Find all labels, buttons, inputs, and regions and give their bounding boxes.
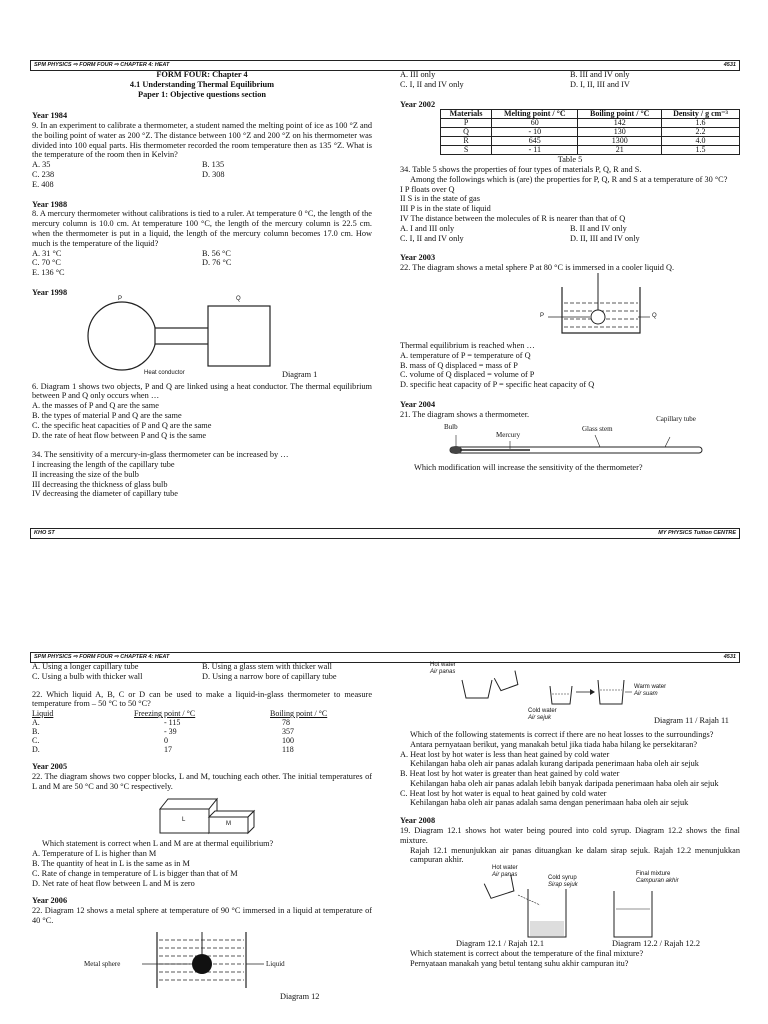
option-ms: Kehilangan haba oleh air panas adalah lebih banyak daripada penerimaan haba oleh air sejuk bbox=[410, 778, 719, 788]
table-header: Freezing point / °C bbox=[134, 709, 196, 719]
table-header: Density / g cm⁻³ bbox=[662, 110, 740, 119]
year-heading: Year 2002 bbox=[400, 99, 436, 109]
label-bulb: Bulb bbox=[444, 423, 458, 432]
table-cell: 1.5 bbox=[662, 146, 740, 155]
question-22a-text: Thermal equilibrium is reached when … bbox=[400, 340, 535, 350]
thermometer-diagram bbox=[400, 415, 740, 463]
label-p: P bbox=[118, 295, 123, 302]
option: C. 70 °C bbox=[32, 258, 61, 268]
options-q21 bbox=[32, 662, 372, 672]
table-header: Melting point / °C bbox=[492, 110, 578, 119]
statement: IV decreasing the diameter of capillary tube bbox=[32, 489, 178, 499]
label-hot-water: Hot water bbox=[492, 865, 518, 872]
question-8: 8. A mercury thermometer without calibrations is tied to a ruler. At temperature 0 °C, the length of the mercury column is 10.0 cm. At temperature 100 °C, the length of the mercury column is 22.5 cm. when the thermometer is put in a liquid, the length of the mercury column becomes 17.0 cm. How much is the temperature of the liquid? bbox=[32, 209, 372, 248]
options-q21 bbox=[32, 672, 372, 682]
option: A. Temperature of L is higher than M bbox=[32, 849, 157, 859]
diagram-1-figure bbox=[32, 295, 372, 378]
option: E. 136 °C bbox=[32, 268, 65, 278]
question-d11-ms: Antara pernyataan berikut, yang manakah betul jika tiada haba hilang ke persekitaran? bbox=[410, 739, 698, 749]
question-22c-text: Which statement is correct when L and M are at thermal equilibrium? bbox=[42, 839, 274, 849]
page-2 bbox=[30, 652, 740, 1024]
option: A. I and III only bbox=[400, 223, 455, 233]
option-ms: Kehilangan haba oleh air panas adalah sama dengan penerimaan haba oleh air sejuk bbox=[410, 798, 689, 808]
question-34a: 34. The sensitivity of a mercury-in-glass thermometer can be increased by … bbox=[32, 450, 289, 460]
label-heat-conductor: Heat conductor bbox=[144, 369, 185, 376]
option: C. volume of Q displaced = volume of P bbox=[400, 370, 535, 380]
table-header: Materials bbox=[441, 110, 492, 119]
copper-blocks-diagram bbox=[32, 791, 372, 839]
paper-title: Paper 1: Objective questions section bbox=[138, 89, 266, 99]
table-cell: 17 bbox=[164, 745, 172, 755]
diagram-1 bbox=[32, 295, 372, 379]
table-cell: 78 bbox=[282, 718, 290, 728]
option: D. 308 bbox=[202, 170, 225, 180]
option: B. Using a glass stem with thicker wall bbox=[202, 662, 332, 671]
copper-blocks-figure bbox=[32, 791, 372, 839]
table-header-row bbox=[441, 110, 740, 119]
table-caption: Table 5 bbox=[557, 155, 583, 165]
table-cell: - 39 bbox=[164, 727, 177, 737]
option: B. mass of Q displaced = mass of P bbox=[400, 360, 518, 370]
option: D. specific heat capacity of P = specific heat capacity of Q bbox=[400, 380, 595, 390]
question-21-text: Which modification will increase the sensitivity of the thermometer? bbox=[414, 463, 643, 473]
label-mercury: Mercury bbox=[496, 431, 521, 440]
table-cell: C. bbox=[32, 736, 40, 746]
year-heading: Year 2003 bbox=[400, 253, 436, 263]
statement: III decreasing the thickness of glass bulb bbox=[32, 479, 168, 489]
statement: II increasing the size of the bulb bbox=[32, 469, 139, 479]
table-cell: 4.0 bbox=[662, 137, 740, 146]
option: D. Net rate of heat flow between L and M is zero bbox=[32, 878, 195, 888]
options-q8 bbox=[32, 258, 372, 268]
header-right: 4531 bbox=[723, 654, 736, 660]
left-column bbox=[32, 662, 372, 1001]
option: B. the types of material P and Q are the same bbox=[32, 410, 182, 420]
statement: IV The distance between the molecules of R is nearer than that of Q bbox=[400, 214, 626, 224]
option: C. Using a bulb with thicker wall bbox=[32, 671, 143, 681]
diagram-caption: Diagram 1 bbox=[282, 369, 318, 379]
options-q9 bbox=[32, 170, 372, 180]
question-21: 21. The diagram shows a thermometer. bbox=[400, 409, 530, 419]
footer-left: KHO ST bbox=[34, 530, 55, 536]
label-cold-water-ms: Air sejuk bbox=[528, 715, 552, 721]
label-m: M bbox=[226, 821, 231, 828]
table-row bbox=[32, 718, 372, 727]
table-cell: 21 bbox=[578, 146, 662, 155]
table-cell: - 10 bbox=[492, 128, 578, 137]
option: B. Heat lost by hot water is greater than heat gained by cold water bbox=[400, 769, 620, 779]
options-q34a bbox=[400, 70, 740, 80]
option: C. the specific heat capacities of P and Q are the same bbox=[32, 420, 212, 430]
year-heading: Year 2008 bbox=[400, 816, 436, 826]
table-header: Boiling point / °C bbox=[270, 709, 328, 719]
option: A. 35 bbox=[32, 160, 51, 170]
table-cell: Q bbox=[441, 128, 492, 137]
option: D. II, III and IV only bbox=[570, 233, 640, 243]
table-cell: 2.2 bbox=[662, 128, 740, 137]
label-hot-water: Hot water bbox=[430, 662, 456, 668]
option-ms: Kehilangan haba oleh air panas adalah kurang daripada penerimaan haba oleh air sejuk bbox=[410, 759, 699, 769]
option: B. The quantity of heat in L is the same as in M bbox=[32, 859, 190, 869]
diagram-caption: Diagram 11 / Rajah 11 bbox=[654, 716, 729, 725]
question-19: 19. Diagram 12.1 shows hot water being poured into cold syrup. Diagram 12.2 shows the final mixture. bbox=[400, 826, 740, 845]
label-hot-water-ms: Air panas bbox=[492, 872, 518, 879]
table-cell: A. bbox=[32, 718, 40, 728]
option: B. 135 bbox=[202, 160, 225, 170]
table-row bbox=[32, 736, 372, 745]
table-cell: P bbox=[441, 119, 492, 128]
label-warm-water: Warm water bbox=[634, 684, 667, 690]
label-l: L bbox=[182, 817, 186, 824]
table-cell: 60 bbox=[492, 119, 578, 128]
table-row bbox=[441, 119, 740, 128]
table-row bbox=[32, 727, 372, 736]
metal-sphere-figure bbox=[32, 926, 372, 990]
table-cell: 0 bbox=[164, 736, 168, 746]
table-cell: 130 bbox=[578, 128, 662, 137]
option: A. III only bbox=[400, 70, 436, 79]
question-22b: 22. Which liquid A, B, C or D can be used to make a liquid-in-glass thermometer to measure temperature from – 50 °C to 50 °C? bbox=[32, 689, 372, 709]
table-row bbox=[441, 137, 740, 146]
statement: II S is in the state of gas bbox=[400, 194, 480, 204]
right-column bbox=[400, 662, 740, 969]
header-right: 4531 bbox=[723, 62, 736, 68]
label-liquid: Liquid bbox=[266, 959, 285, 968]
option: D. 76 °C bbox=[202, 258, 232, 268]
statement: I increasing the length of the capillary tube bbox=[32, 460, 175, 470]
options-q34b bbox=[400, 234, 740, 244]
liquid-table bbox=[32, 709, 372, 754]
table-header-row bbox=[32, 709, 372, 718]
table-cell: 357 bbox=[282, 727, 294, 737]
label-hot-water-ms: Air panas bbox=[430, 669, 456, 675]
left-column bbox=[32, 70, 372, 499]
label-p: P bbox=[540, 312, 545, 319]
right-column bbox=[400, 70, 740, 473]
table-cell: S bbox=[441, 146, 492, 155]
table-cell: 645 bbox=[492, 137, 578, 146]
label-final-mixture-ms: Campuran akhir bbox=[636, 878, 679, 885]
diagram-caption: Diagram 12.2 / Rajah 12.2 bbox=[611, 939, 700, 949]
table-cell: D. bbox=[32, 745, 40, 755]
materials-table bbox=[440, 109, 740, 155]
option: B. 56 °C bbox=[202, 248, 231, 258]
statement: III P is in the state of liquid bbox=[400, 204, 491, 214]
question-19b: Which statement is correct about the temperature of the final mixture? bbox=[410, 948, 644, 958]
option: A. Heat lost by hot water is less than heat gained by cold water bbox=[400, 749, 610, 759]
table-cell: B. bbox=[32, 727, 40, 737]
page-title: FORM FOUR: Chapter 4 bbox=[156, 70, 248, 79]
table-cell: 118 bbox=[282, 745, 294, 755]
table-cell: 142 bbox=[578, 119, 662, 128]
options-q34a bbox=[400, 80, 740, 90]
options-q9 bbox=[32, 160, 372, 170]
label-metal-sphere: Metal sphere bbox=[84, 959, 121, 968]
question-22a: 22. The diagram shows a metal sphere P at 80 °C is immersed in a cooler liquid Q. bbox=[400, 263, 675, 273]
option: D. Using a narrow bore of capillary tube bbox=[202, 671, 337, 681]
option: D. the rate of heat flow between P and Q is the same bbox=[32, 430, 207, 440]
page-footer bbox=[30, 528, 740, 539]
question-d11: Which of the following statements is correct if there are no heat losses to the surroundings? bbox=[410, 730, 714, 739]
question-6: 6. Diagram 1 shows two objects, P and Q are linked using a heat conductor. The thermal equilibrium between P and Q only occurs when … bbox=[32, 381, 372, 401]
diagram-11 bbox=[400, 662, 740, 726]
question-34b: 34. Table 5 shows the properties of four types of materials P, Q, R and S. bbox=[400, 165, 642, 175]
option: B. II and IV only bbox=[570, 223, 627, 233]
diagram-caption: Diagram 12 bbox=[280, 991, 320, 1001]
table-row bbox=[441, 146, 740, 155]
page-1 bbox=[30, 60, 740, 540]
option: A. the masses of P and Q are the same bbox=[32, 401, 159, 411]
table-cell: 1.6 bbox=[662, 119, 740, 128]
label-q: Q bbox=[652, 312, 657, 319]
table-header: Boiling point / °C bbox=[578, 110, 662, 119]
table-cell: 100 bbox=[282, 736, 294, 746]
table-cell: R bbox=[441, 137, 492, 146]
question-22d: 22. Diagram 12 shows a metal sphere at temperature of 90 °C immersed in a liquid at temperature of 40 °C. bbox=[32, 906, 372, 925]
option: C. 238 bbox=[32, 170, 55, 180]
diagram-12 bbox=[32, 926, 372, 990]
footer-right: MY PHYSICS Tuition CENTRE bbox=[658, 530, 736, 536]
question-34b-text: Among the followings which is (are) the properties for P, Q, R and S at a temperature of 30 °C? bbox=[410, 174, 728, 184]
option: E. 408 bbox=[32, 179, 54, 189]
header-left: SPM PHYSICS ⇨ FORM FOUR ⇨ CHAPTER 4: HEAT bbox=[34, 654, 170, 660]
option: B. III and IV only bbox=[570, 70, 630, 79]
option: C. I, II and IV only bbox=[400, 79, 464, 89]
table-row bbox=[441, 128, 740, 137]
statement: I P floats over Q bbox=[400, 184, 455, 194]
table-cell: - 11 bbox=[492, 146, 578, 155]
question-19-ms: Rajah 12.1 menunjukkan air panas dituangkan ke dalam sirap sejuk. Rajah 12.2 menunjukkan campuran akhir. bbox=[410, 845, 740, 865]
table-cell: - 115 bbox=[164, 718, 181, 728]
diagram-captions bbox=[400, 939, 740, 949]
header-left: SPM PHYSICS ⇨ FORM FOUR ⇨ CHAPTER 4: HEAT bbox=[34, 62, 170, 68]
diagram-12-1-12-2 bbox=[400, 865, 740, 939]
label-cold-syrup: Cold syrup bbox=[548, 875, 577, 882]
question-19b-ms: Pernyataan manakah yang betul tentang suhu akhir campuran itu? bbox=[410, 958, 629, 968]
year-heading: Year 1988 bbox=[32, 199, 68, 209]
option: C. Rate of change in temperature of L is bigger than that of M bbox=[32, 868, 238, 878]
question-22c: 22. The diagram shows two copper blocks, L and M, touching each other. The initial temperatures of L and M are 50 °C and 30 °C respectively. bbox=[32, 771, 372, 791]
year-heading: Year 2004 bbox=[400, 399, 436, 409]
label-cold-syrup-ms: Sirap sejuk bbox=[548, 882, 578, 889]
table-cell: 1300 bbox=[578, 137, 662, 146]
label-capillary-tube: Capillary tube bbox=[656, 415, 696, 424]
label-warm-water-ms: Air suam bbox=[634, 691, 658, 697]
year-heading: Year 2005 bbox=[32, 762, 68, 772]
beaker-figure bbox=[400, 273, 740, 339]
table-row bbox=[32, 745, 372, 754]
option: C. I, II and IV only bbox=[400, 233, 464, 243]
table-header: Liquid bbox=[32, 709, 54, 719]
option: A. 31 °C bbox=[32, 248, 62, 258]
diagram-caption: Diagram 12.1 / Rajah 12.1 bbox=[456, 939, 545, 949]
options-q8 bbox=[32, 249, 372, 259]
year-heading: Year 1998 bbox=[32, 287, 68, 297]
section-title: 4.1 Understanding Thermal Equilibrium bbox=[129, 79, 275, 89]
option: C. Heat lost by hot water is equal to heat gained by cold water bbox=[400, 788, 607, 798]
options-q34b bbox=[400, 224, 740, 234]
label-cold-water: Cold water bbox=[528, 708, 557, 714]
label-q: Q bbox=[236, 295, 241, 302]
label-final-mixture: Final mixture bbox=[636, 871, 671, 878]
question-9: 9. In an experiment to calibrate a thermometer, a student named the melting point of ice as 100 °Z and the boiling point of water as 200 °Z. The distance between 100 °Z and 200 °Z on his thermometer was divided into 100 equal parts. His thermometer recorded the room temperature then as 135 °Z. What is the temperature of the room then in Kelvin? bbox=[32, 121, 372, 160]
label-glass-stem: Glass stem bbox=[582, 425, 613, 434]
year-heading: Year 2006 bbox=[32, 896, 68, 906]
option: A. Using a longer capillary tube bbox=[32, 662, 139, 671]
sphere-diagram bbox=[400, 273, 740, 339]
year-heading: Year 1984 bbox=[32, 111, 68, 121]
option: D. I, II, III and IV bbox=[570, 79, 630, 89]
option: A. temperature of P = temperature of Q bbox=[400, 350, 531, 360]
